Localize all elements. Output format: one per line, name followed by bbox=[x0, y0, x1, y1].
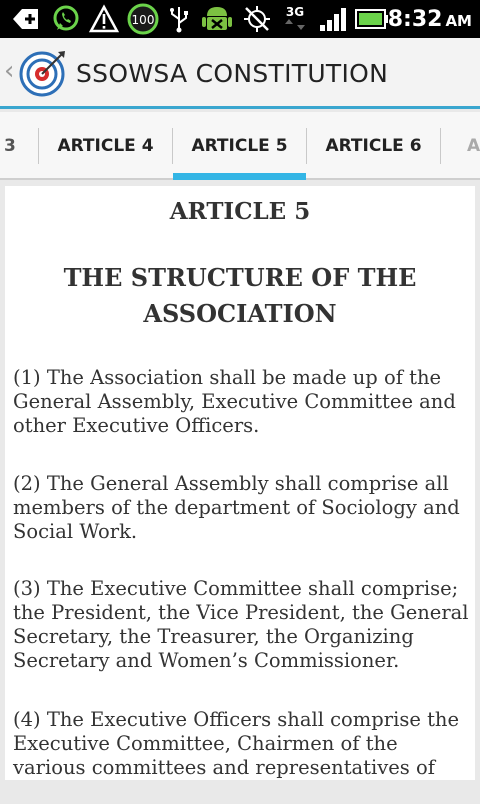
tab-article-4[interactable] bbox=[39, 112, 172, 180]
add-notification-icon bbox=[10, 4, 42, 34]
action-bar-divider bbox=[0, 106, 480, 109]
3g-data-icon bbox=[280, 4, 310, 34]
article-content[interactable] bbox=[5, 186, 475, 780]
tab-article-5[interactable] bbox=[173, 112, 306, 180]
bottom-margin bbox=[0, 780, 480, 800]
tab-article-3[interactable] bbox=[0, 112, 38, 180]
article-tab-strip[interactable] bbox=[0, 112, 480, 180]
warning-icon bbox=[88, 4, 120, 34]
usb-icon bbox=[166, 4, 192, 34]
whatsapp-icon bbox=[50, 4, 82, 34]
paragraph-3: (3) The Executive Committee shall comprise; the President, the Vice President, the General Secretary, the Treasurer, the Organizing Secretary and Women’s Commissioner. bbox=[13, 577, 469, 672]
back-icon[interactable]: ‹ bbox=[4, 56, 15, 86]
paragraph-1: (1) The Association shall be made up of the General Assembly, Executive Committee and other Executive Officers. bbox=[13, 366, 456, 437]
signal-icon bbox=[316, 4, 350, 34]
tab-label: 3 bbox=[4, 136, 16, 156]
svg-text:100: 100 bbox=[131, 13, 155, 27]
selected-tab-indicator bbox=[173, 173, 306, 180]
clock-ampm: AM bbox=[445, 12, 472, 30]
paragraph-4: (4) The Executive Officers shall comprise the Executive Committee, Chairmen of the various committees and representatives of bbox=[13, 708, 460, 779]
app-logo[interactable] bbox=[18, 48, 68, 98]
tab-article-6[interactable] bbox=[307, 112, 440, 180]
article-number: ARTICLE 5 bbox=[169, 198, 311, 225]
tab-label: ARTICLE 6 bbox=[325, 136, 422, 156]
no-location-icon bbox=[240, 4, 274, 34]
android-debug-icon bbox=[198, 4, 236, 34]
status-bar bbox=[0, 0, 480, 38]
clock-time: 8:32 bbox=[387, 6, 443, 32]
paragraph-2: (2) The General Assembly shall comprise all members of the department of Sociology and Social Work. bbox=[13, 472, 460, 543]
clock bbox=[388, 0, 472, 38]
tab-label: A bbox=[467, 136, 480, 156]
action-bar bbox=[0, 38, 480, 108]
svg-text:3G: 3G bbox=[285, 5, 305, 19]
battery-percent-icon bbox=[126, 4, 160, 34]
tab-label: ARTICLE 4 bbox=[57, 136, 154, 156]
battery-icon bbox=[354, 4, 390, 34]
screen-title: SSOWSA CONSTITUTION bbox=[76, 58, 389, 88]
tab-article-7[interactable] bbox=[441, 112, 480, 180]
article-title: THE STRUCTURE OF THE ASSOCIATION bbox=[63, 263, 417, 328]
tab-label: ARTICLE 5 bbox=[191, 136, 288, 156]
